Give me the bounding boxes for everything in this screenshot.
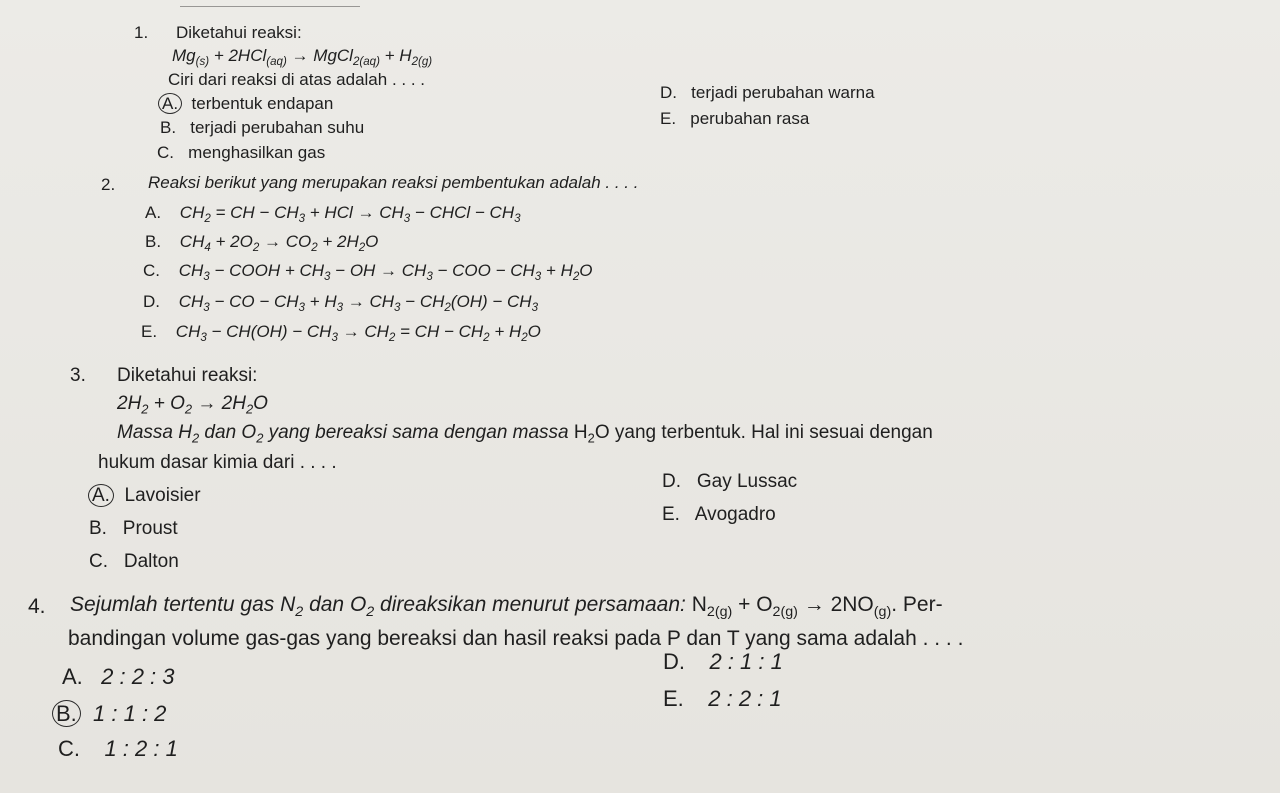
q2-option-d[interactable]: D. $CH_3$ − CO − $CH_3 + H_3 \to CH_3 - CH_2(OH) - CH_3$ — [143, 292, 538, 315]
q2-option-e[interactable]: E. $CH_3 - CH(OH) - CH_3 \to CH_2$ = CH − $CH_2 + H_2O$ — [141, 322, 541, 345]
q4-option-a[interactable]: A. 2 : 2 : 3 — [62, 664, 175, 689]
q4-option-b[interactable]: B. 1 : 1 : 2 — [52, 703, 166, 725]
q3-option-c-text: Dalton — [123, 551, 179, 572]
q3-equation: $2H_2 + O_2 \to 2H_2O$ — [117, 393, 268, 417]
q2-option-a[interactable]: A. $CH_2$ = CH − $CH_3$ + HCl → $CH_3$ − CHCl − $CH_3$ — [145, 203, 521, 226]
q3-text-line2: hukum dasar kimia dari . . . . — [98, 452, 337, 473]
q4-text-line1: Sejumlah tertentu gas $N_2$ dan $O_2$ direaksikan menurut persamaan: $N_{2(g)} + O_{2(g)} \to 2NO_{(g)}$. Per- — [70, 593, 943, 620]
q4-text-line2: bandingan volume gas-gas yang bereaksi dan hasil reaksi pada P dan T yang sama adalah . . . . — [68, 627, 964, 650]
q2-option-b[interactable]: B. $CH_4 + 2O_2 \to CO_2 + 2H_2O$ — [145, 232, 379, 255]
q2-option-c[interactable]: C. $CH_3$ − COOH + $CH_3$ − OH → $CH_3$ − COO − $CH_3 + H_2O$ — [143, 261, 593, 284]
q3-option-a[interactable]: A. Lavoisier — [88, 486, 201, 505]
q1-option-a-text: terbentuk endapan — [191, 94, 334, 113]
q3-option-d[interactable]: D. Gay Lussac — [662, 471, 798, 492]
q3-intro: Diketahui reaksi: — [117, 365, 258, 386]
q4-option-d-text: 2 : 1 : 1 — [709, 649, 783, 674]
q3-option-b-text: Proust — [122, 518, 178, 539]
q1-option-a-letter: A. — [158, 93, 182, 114]
q3-option-e-text: Avogadro — [694, 504, 776, 525]
q3-option-d-text: Gay Lussac — [696, 471, 798, 492]
q3-option-a-text: Lavoisier — [124, 485, 201, 506]
q1-intro: Diketahui reaksi: — [176, 23, 302, 42]
cut-off-header-line — [180, 0, 360, 7]
q3-option-b[interactable]: B. Proust — [89, 518, 178, 539]
q1-equation: $Mg_{(s)} + 2HCl_{(aq)}$ → MgCl$_{2(aq)}$ + $H_{2(g)}$ — [172, 46, 433, 69]
q4-option-c-text: 1 : 2 : 1 — [104, 736, 178, 761]
q2-question: Reaksi berikut yang merupakan reaksi pembentukan adalah . . . . — [148, 173, 639, 192]
q1-question: Ciri dari reaksi di atas adalah . . . . — [168, 70, 426, 89]
q1-option-d-text: terjadi perubahan warna — [691, 83, 875, 102]
q1-option-c-text: menghasilkan gas — [188, 143, 326, 162]
q1-option-b[interactable]: B. terjadi perubahan suhu — [160, 118, 365, 137]
q3-number: 3. — [70, 365, 86, 386]
q1-option-e[interactable]: E. perubahan rasa — [660, 109, 810, 128]
q4-option-a-text: 2 : 2 : 3 — [101, 664, 175, 689]
q3-option-e[interactable]: E. Avogadro — [662, 504, 776, 525]
q1-option-e-text: perubahan rasa — [690, 109, 810, 128]
q1-option-a[interactable] — [158, 95, 333, 112]
q4-option-e-text: 2 : 2 : 1 — [708, 686, 782, 711]
q4-option-b-text: 1 : 1 : 2 — [93, 701, 167, 726]
q4-option-d[interactable]: D. 2 : 1 : 1 — [663, 649, 783, 674]
q1-number: 1. — [134, 23, 149, 42]
q4-option-c[interactable]: C. 1 : 2 : 1 — [58, 736, 178, 761]
q2-number: 2. — [101, 175, 116, 194]
q4-option-e[interactable]: E. 2 : 2 : 1 — [663, 686, 782, 711]
q3-option-c[interactable]: C. Dalton — [89, 551, 179, 572]
q1-option-c[interactable]: C. menghasilkan gas — [157, 143, 326, 162]
q1-option-d[interactable]: D. terjadi perubahan warna — [660, 83, 875, 102]
q4-number: 4. — [28, 595, 46, 618]
q3-text-line1: Massa $H_2$ dan $O_2$ yang bereaksi sama dengan massa $H_2O$ yang terbentuk. Hal ini sesuai dengan — [117, 422, 933, 446]
q1-option-b-text: terjadi perubahan suhu — [190, 118, 365, 137]
